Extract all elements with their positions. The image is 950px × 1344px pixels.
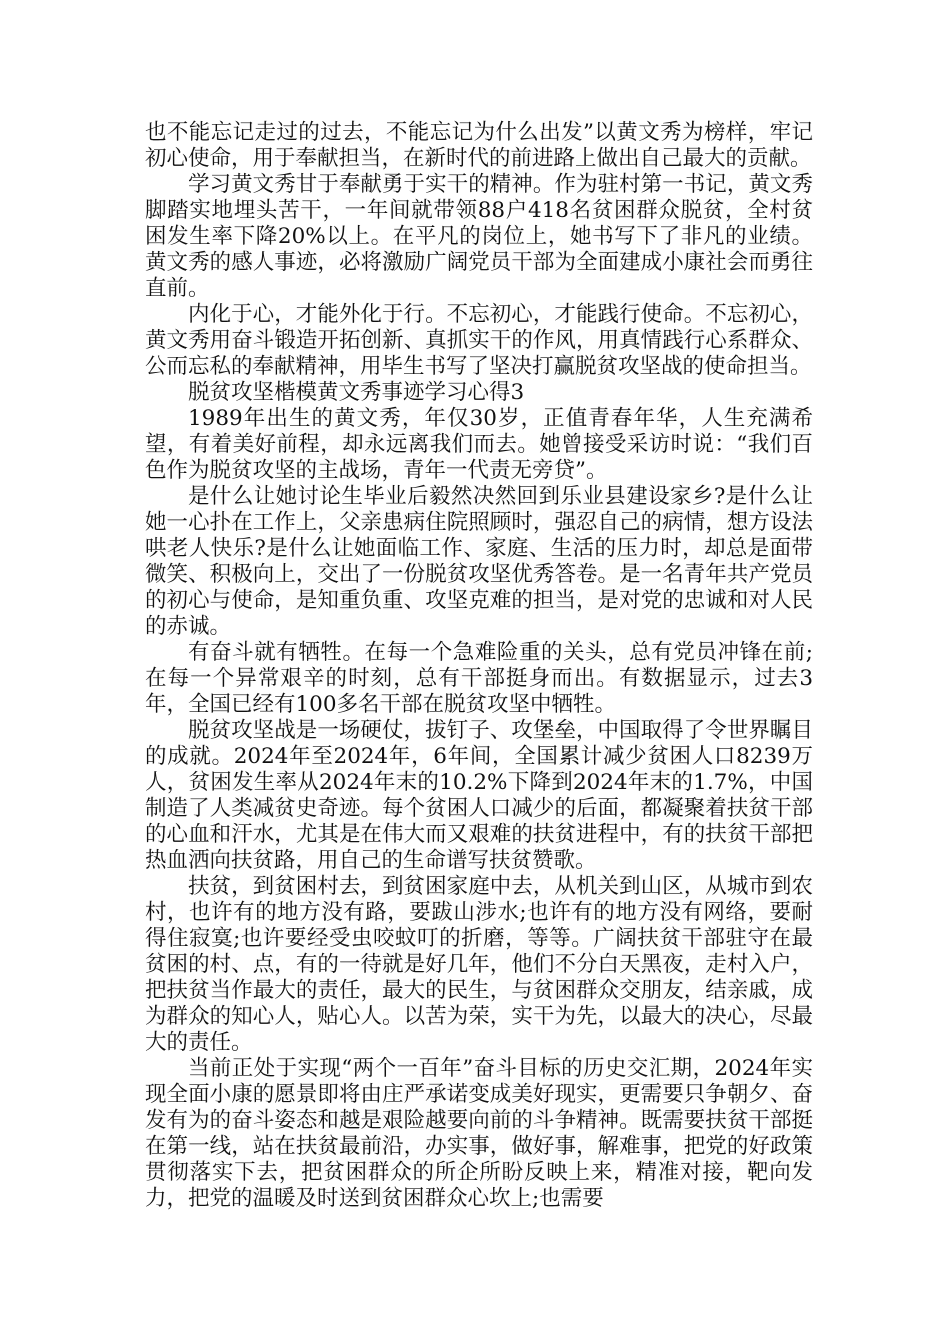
document-body bbox=[145, 120, 813, 1212]
section-heading: 脱贫攻坚楷模黄文秀事迹学习心得3 bbox=[188, 380, 525, 405]
paragraph: 当前正处于实现“两个一百年”奋斗目标的历史交汇期，2024年实现全面小康的愿景即将由庄严承诺变成美好现实，更需要只争朝夕、奋发有为的奋斗姿态和越是艰险越要向前的斗争精神。既需要扶贫干部挺在第一线，站在扶贫最前沿，办实事，做好事，解难事，把党的好政策贯彻落实下去，把贫困群众的所企所盼反映上来，精准对接，靶向发力，把党的温暖及时送到贫困群众心坎上;也需要 bbox=[145, 1056, 813, 1211]
paragraph: 脱贫攻坚战是一场硬仗，拔钉子、攻堡垒，中国取得了令世界瞩目的成就。2024年至2024年，6年间，全国累计减少贫困人口8239万人，贫困发生率从2024年末的10.2%下降到2024年末的1.7%，中国制造了人类减贫史奇迹。每个贫困人口减少的后面，都凝聚着扶贫干部的心血和汗水，尤其是在伟大而又艰难的扶贫进程中，有的扶贫干部把热血洒向扶贫路，用自己的生命谱写扶贫赞歌。 bbox=[145, 718, 813, 873]
paragraph: 1989年出生的黄文秀，年仅30岁，正值青春年华，人生充满希望，有着美好前程，却永远离我们而去。她曾接受采访时说：“我们百色作为脱贫攻坚的主战场，青年一代责无旁贷”。 bbox=[145, 406, 813, 483]
paragraph: 学习黄文秀甘于奉献勇于实干的精神。作为驻村第一书记，黄文秀脚踏实地埋头苦干，一年间就带领88户418名贫困群众脱贫，全村贫困发生率下降20%以上。在平凡的岗位上，她书写下了非凡的业绩。黄文秀的感人事迹，必将激励广阔党员干部为全面建成小康社会而勇往直前。 bbox=[145, 172, 813, 301]
paragraph: 有奋斗就有牺牲。在每一个急难险重的关头，总有党员冲锋在前;在每一个异常艰辛的时刻，总有干部挺身而出。有数据显示，过去3年，全国已经有100多名干部在脱贫攻坚中牺牲。 bbox=[145, 640, 813, 717]
paragraph: 扶贫，到贫困村去，到贫困家庭中去，从机关到山区，从城市到农村，也许有的地方没有路，要跋山涉水;也许有的地方没有网络，要耐得住寂寞;也许要经受虫咬蚊叮的折磨，等等。广阔扶贫干部驻守在最贫困的村、点，有的一待就是好几年，他们不分白天黑夜，走村入户，把扶贫当作最大的责任，最大的民生，与贫困群众交朋友，结亲戚，成为群众的知心人，贴心人。以苦为荣，实干为先，以最大的决心，尽最大的责任。 bbox=[145, 874, 813, 1055]
paragraph: 内化于心，才能外化于行。不忘初心，才能践行使命。不忘初心，黄文秀用奋斗锻造开拓创新、真抓实干的作风，用真情践行心系群众、公而忘私的奉献精神，用毕生书写了坚决打赢脱贫攻坚战的使命担当。 bbox=[145, 302, 813, 379]
paragraph: 也不能忘记走过的过去，不能忘记为什么出发”以黄文秀为榜样，牢记初心使命，用于奉献担当，在新时代的前进路上做出自己最大的贡献。 bbox=[145, 120, 813, 171]
paragraph: 是什么让她讨论生毕业后毅然决然回到乐业县建设家乡?是什么让她一心扑在工作上，父亲患病住院照顾时，强忍自己的病情，想方设法哄老人快乐?是什么让她面临工作、家庭、生活的压力时，却总是面带微笑、积极向上，交出了一份脱贫攻坚优秀答卷。是一名青年共产党员的初心与使命，是知重负重、攻坚克难的担当，是对党的忠诚和对人民的赤诚。 bbox=[145, 484, 813, 639]
